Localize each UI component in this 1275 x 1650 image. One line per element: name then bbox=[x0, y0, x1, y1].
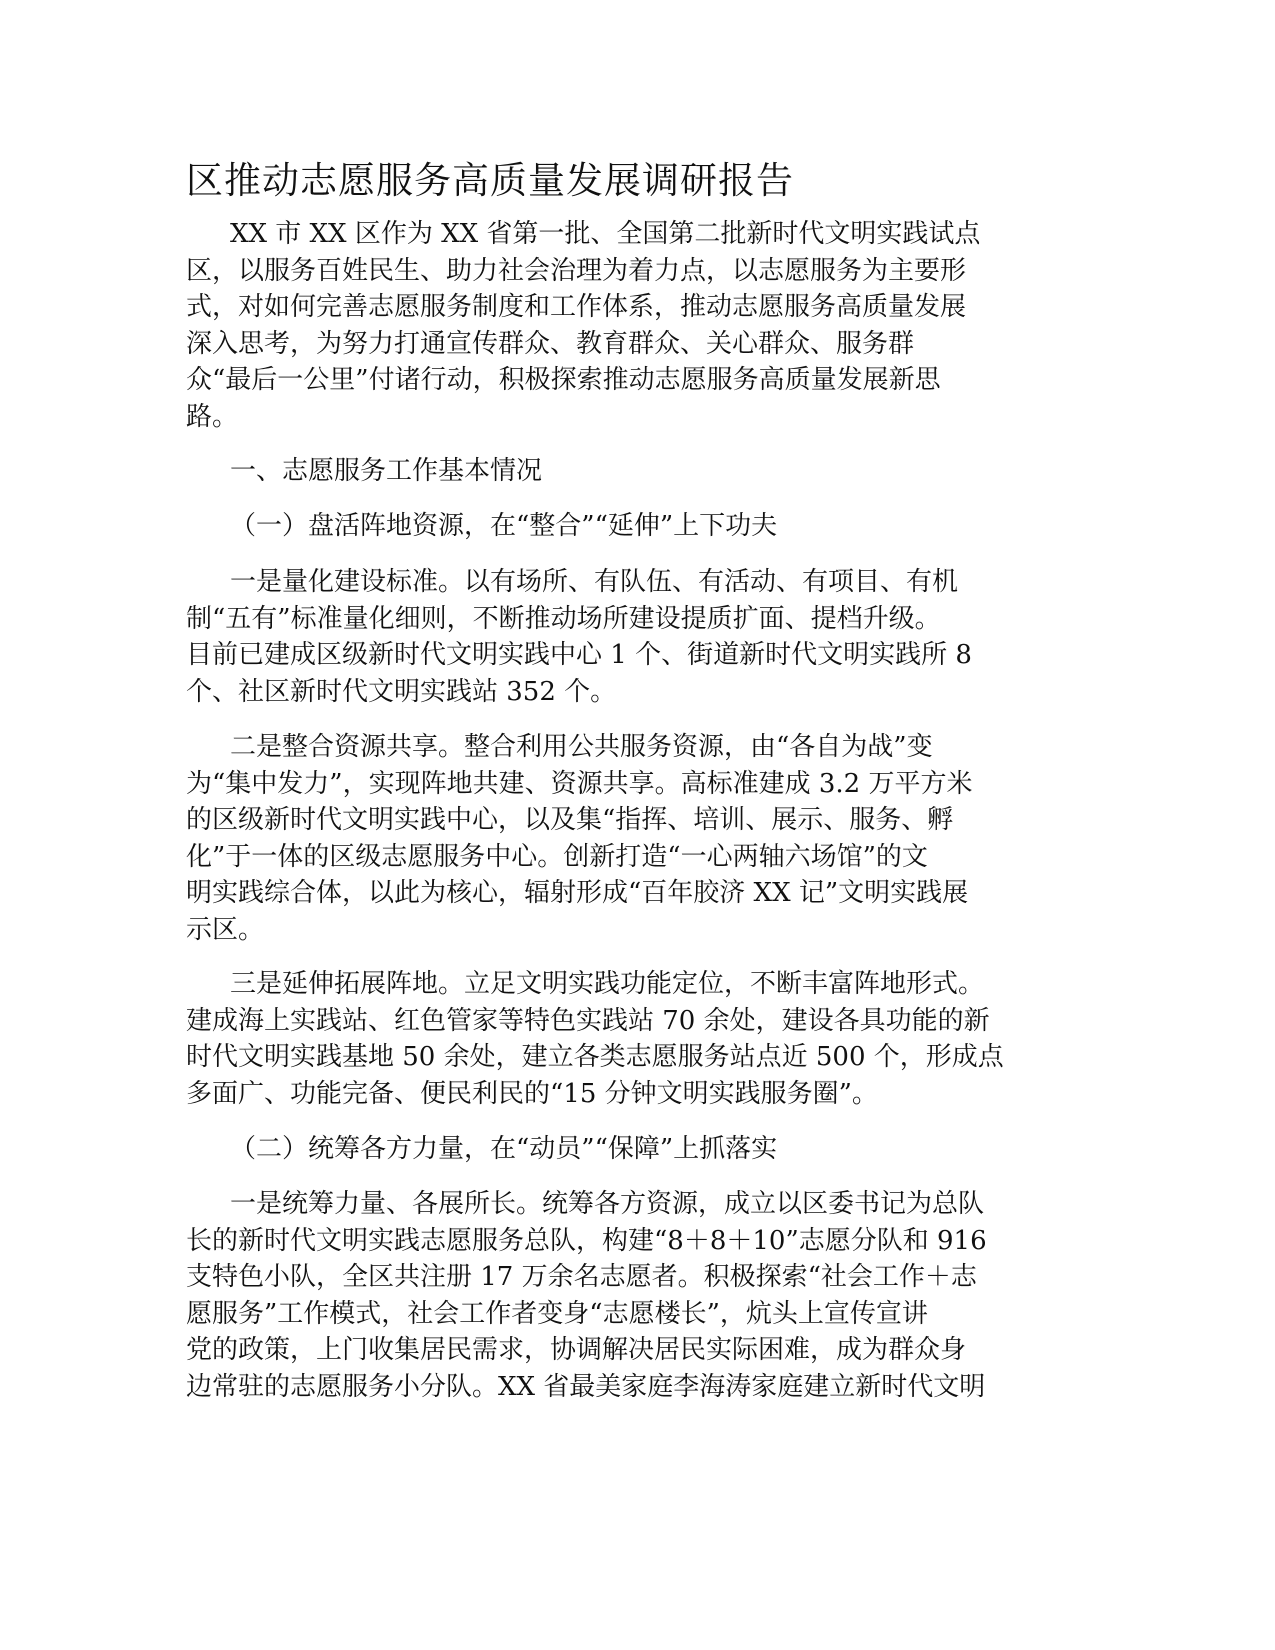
text-line: 愿服务”工作模式，社会工作者变身“志愿楼长”，炕头上宣传宣讲 bbox=[186, 1298, 928, 1329]
text-line: 边常驻的志愿服务小分队。XX 省最美家庭李海涛家庭建立新时代文明 bbox=[186, 1371, 986, 1402]
text-line: 示区。 bbox=[186, 914, 265, 945]
paragraph bbox=[186, 729, 1076, 948]
text-line: 长的新时代文明实践志愿服务总队，构建“8＋8＋10”志愿分队和 916 bbox=[186, 1225, 987, 1256]
text-line: 的区级新时代文明实践中心，以及集“指挥、培训、展示、服务、孵 bbox=[186, 805, 954, 835]
paragraph bbox=[186, 966, 1076, 1112]
text-line: 一是量化建设标准。以有场所、有队伍、有活动、有项目、有机 bbox=[230, 567, 959, 597]
text-line: 时代文明实践基地 50 余处，建立各类志愿服务站点近 500 个，形成点 bbox=[186, 1042, 1004, 1072]
paragraph bbox=[186, 564, 1076, 710]
text-line: 党的政策，上门收集居民需求，协调解决居民实际困难，成为群众身 bbox=[186, 1335, 967, 1365]
text-line: 三是延伸拓展阵地。立足文明实践功能定位，不断丰富阵地形式。 bbox=[230, 969, 985, 999]
text-line: 众“最后一公里”付诸行动，积极探索推动志愿服务高质量发展新思 bbox=[186, 365, 941, 395]
text-line: 式，对如何完善志愿服务制度和工作体系，推动志愿服务高质量发展 bbox=[186, 292, 967, 322]
text-line: 深入思考，为努力打通宣传群众、教育群众、关心群众、服务群 bbox=[186, 328, 915, 359]
text-line: 化”于一体的区级志愿服务中心。创新打造“一心两轴六场馆”的文 bbox=[186, 841, 928, 872]
text-line: 为“集中发力”，实现阵地共建、资源共享。高标准建成 3.2 万平方米 bbox=[186, 768, 973, 799]
section-heading bbox=[186, 453, 1076, 490]
paragraph-intro bbox=[186, 216, 1076, 435]
subsection-heading bbox=[186, 1131, 1076, 1168]
text-line: 二是整合资源共享。整合利用公共服务资源，由“各自为战”变 bbox=[230, 732, 933, 762]
paragraph bbox=[186, 1186, 1076, 1405]
text-line: 制“五有”标准量化细则，不断推动场所建设提质扩面、提档升级。 bbox=[186, 603, 941, 634]
text-line: 个、社区新时代文明实践站 352 个。 bbox=[186, 676, 617, 707]
text-line: 目前已建成区级新时代文明实践中心 1 个、街道新时代文明实践所 8 bbox=[186, 640, 972, 670]
text-line: 多面广、功能完备、便民利民的“15 分钟文明实践服务圈”。 bbox=[186, 1078, 878, 1109]
text-line: 建成海上实践站、红色管家等特色实践站 70 余处，建设各具功能的新 bbox=[186, 1005, 990, 1036]
heading-text: （二）统筹各方力量，在“动员”“保障”上抓落实 bbox=[230, 1134, 778, 1164]
heading-text: （一）盘活阵地资源，在“整合”“延伸”上下功夫 bbox=[230, 511, 778, 541]
document-title: 区推动志愿服务高质量发展调研报告 bbox=[186, 159, 794, 202]
text-line: 明实践综合体，以此为核心，辐射形成“百年胶济 XX 记”文明实践展 bbox=[186, 878, 969, 908]
subsection-heading bbox=[186, 508, 1076, 545]
text-line: 区，以服务百姓民生、助力社会治理为着力点，以志愿服务为主要形 bbox=[186, 255, 967, 286]
text-line: 支特色小队，全区共注册 17 万余名志愿者。积极探索“社会工作＋志 bbox=[186, 1262, 977, 1292]
heading-text: 一、志愿服务工作基本情况 bbox=[230, 456, 543, 486]
text-line: 一是统筹力量、各展所长。统筹各方资源，成立以区委书记为总队 bbox=[230, 1189, 985, 1219]
text-line: XX 市 XX 区作为 XX 省第一批、全国第二批新时代文明实践试点 bbox=[230, 219, 981, 249]
text-line: 路。 bbox=[186, 401, 239, 432]
